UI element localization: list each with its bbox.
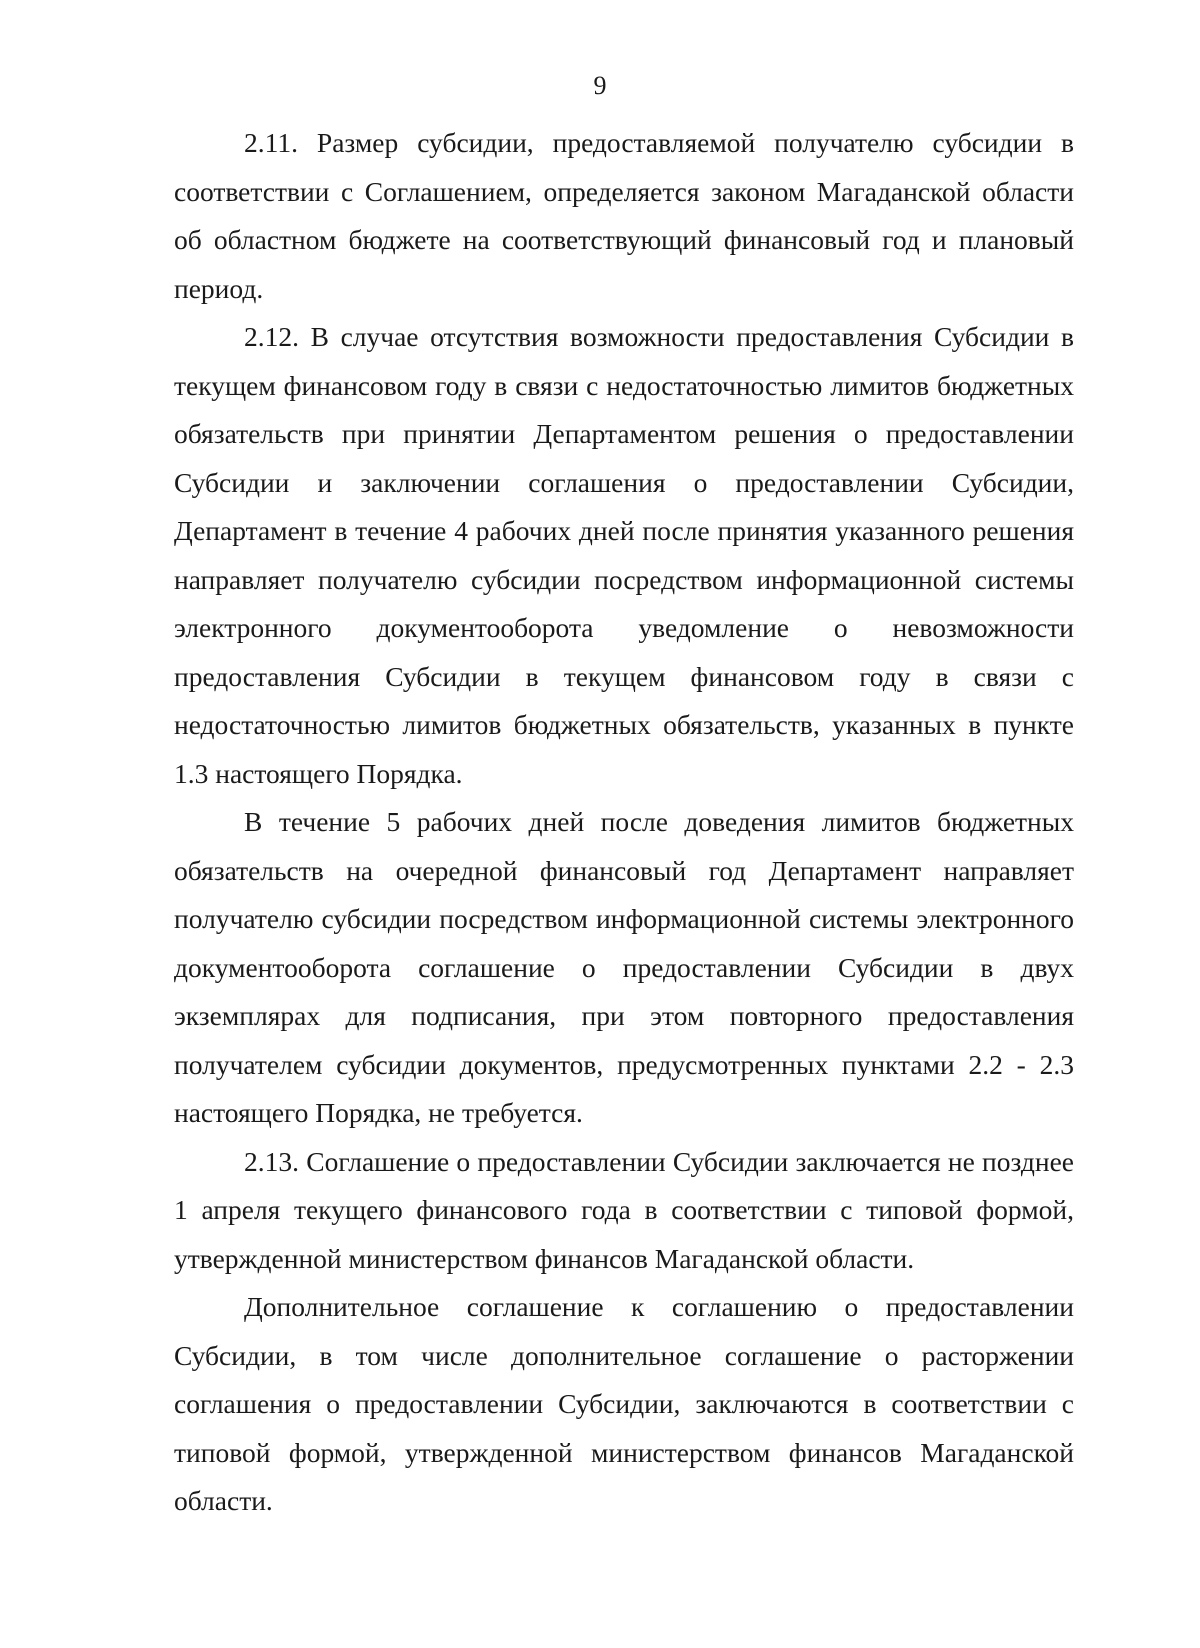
paragraph-2-13: 2.13. Соглашение о предоставлении Субсидии заключается не позднее 1 апреля текущего финансового года в соответствии с типовой формой, утвержденной министерством финансов Магаданской области.: [174, 1145, 1074, 1274]
document-body: [174, 119, 1074, 1526]
paragraph-2-13-additional: Дополнительное соглашение к соглашению о предоставлении Субсидии, в том числе дополнительное соглашение о расторжении соглашения о предоставлении Субсидии, заключаются в соответствии с типовой формой, утвержденной министерством финансов Магаданской области.: [174, 1291, 1074, 1516]
paragraph-2-12: 2.12. В случае отсутствия возможности предоставления Субсидии в текущем финансовом году в связи с недостаточностью лимитов бюджетных обязательств при принятии Департаментом решения о предоставлении Субсидии и заключении соглашения о предоставлении Субсидии, Департамент в течение 4 рабочих дней после принятия указанного решения направляет получателю субсидии посредством информационной системы электронного документооборота уведомление о невозможности предоставления Субсидии в текущем финансовом году в связи с недостаточностью лимитов бюджетных обязательств, указанных в пункте 1.3 настоящего Порядка.: [174, 321, 1074, 789]
paragraph-2-12-continued: В течение 5 рабочих дней после доведения лимитов бюджетных обязательств на очередной финансовый год Департамент направляет получателю субсидии посредством информационной системы электронного документооборота соглашение о предоставлении Субсидии в двух экземплярах для подписания, при этом повторного предоставления получателем субсидии документов, предусмотренных пунктами 2.2 - 2.3 настоящего Порядка, не требуется.: [174, 806, 1074, 1128]
page-number: 9: [593, 71, 607, 100]
paragraph-2-11: 2.11. Размер субсидии, предоставляемой получателю субсидии в соответствии с Соглашением, определяется законом Магаданской области об областном бюджете на соответствующий финансовый год и плановый период.: [174, 127, 1074, 304]
